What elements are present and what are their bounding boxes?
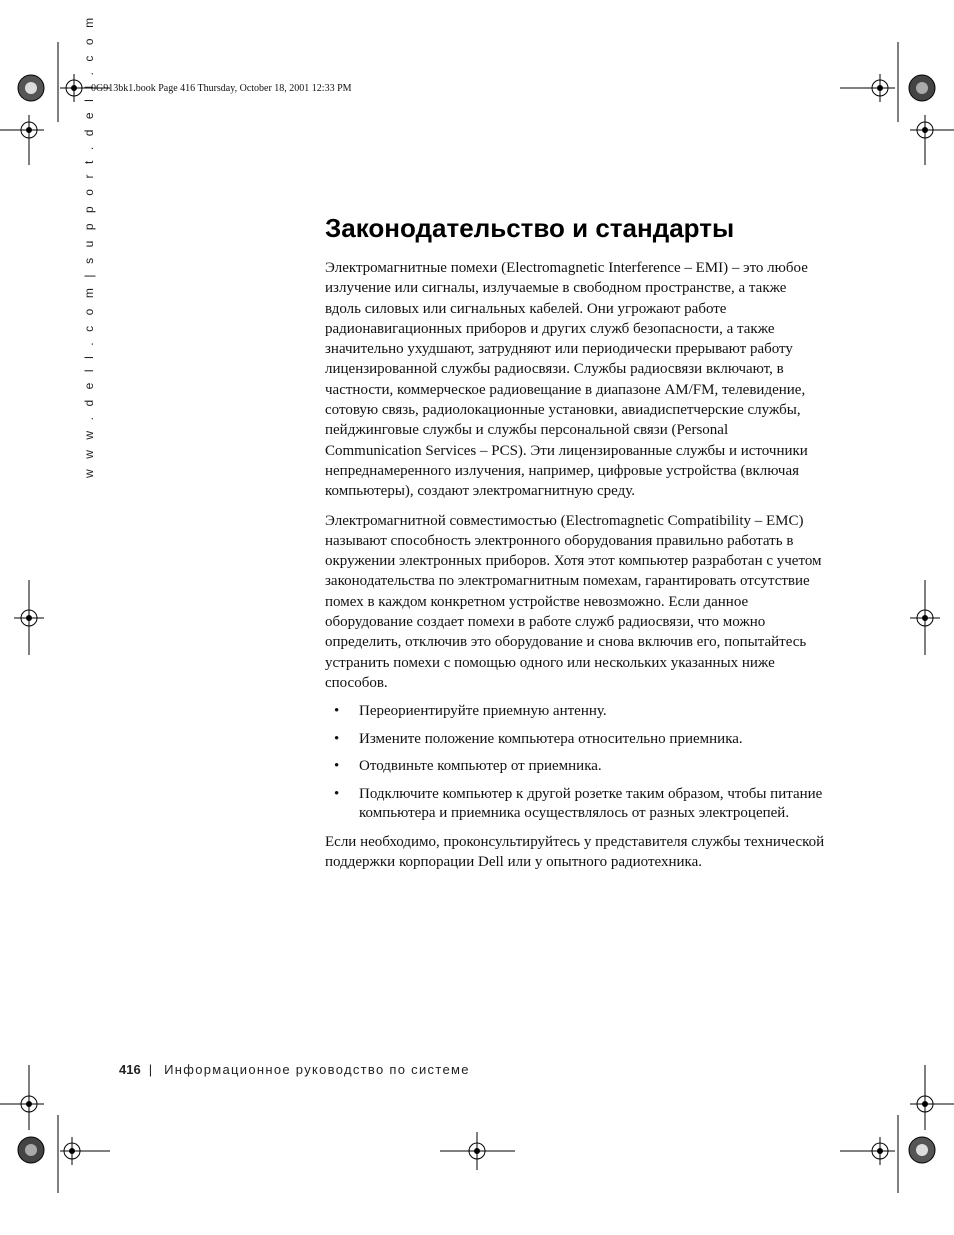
print-header: 0G913bk1.book Page 416 Thursday, October 18, 2001 12:33 PM [91,83,352,94]
bullet-icon: • [334,785,340,802]
bullet-icon: • [334,703,340,720]
paragraph-closing: Если необходимо, проконсультируйтесь у представителя службы технической поддержки корпорации Dell или у опытного радиотехника. [325,833,825,871]
page-number: 416 [119,1062,141,1077]
bullet-icon: • [334,730,340,747]
page-footer [119,1062,470,1077]
body-text [325,258,825,881]
bullet-icon: • [334,758,340,775]
list-item [325,757,825,777]
list-item-text: Измените положение компьютера относительно приемника. [359,730,743,747]
footer-separator: | [148,1062,153,1077]
book-title: Информационное руководство по системе [164,1062,470,1077]
list-item-text: Отодвиньте компьютер от приемника. [359,758,602,775]
list-item [325,702,825,722]
side-url: w w w . d e l l . c o m | s u p p o r t . d e l l . c o m [82,14,96,478]
list-item-text: Подключите компьютер к другой розетке таким образом, чтобы питание компьютера и приемника осуществлялось от разных электроцепей. [359,785,823,822]
list-item [325,730,825,750]
paragraph-emi: Электромагнитные помехи (Electromagnetic Interference – EMI) – это любое излучение или сигналы, излучаемые в свободном пространстве, а также вдоль силовых или сигнальных кабелей. Они угрожают работе радионавигационных приборов и других служб безопасности, а также значительно ухудшают, затрудняют или периодически прерывают работу лицензированной службы радиосвязи. Службы радиосвязи включают, в частности, коммерческое радиовещание в диапазоне AM/FM, телевидение, сотовую связь, радиолокационные установки, авиадиспетчерские службы, пейджинговые службы и службы персональной связи (Personal Communication Services – PCS). Эти лицензированные службы и источники непреднамеренного излучения, например, цифровые устройства (включая компьютеры), создают электромагнитную среду. [325,260,808,500]
list-item-text: Переориентируйте приемную антенну. [359,703,607,720]
page-title: Законодательство и стандарты [325,213,735,243]
remedy-list [325,702,825,824]
paragraph-emc: Электромагнитной совместимостью (Electromagnetic Compatibility – EMC) называют способность электронного оборудования правильно работать в окружении электронных приборов. Хотя этот компьютер разработан с учетом законодательства по электромагнитным помехам, гарантировать отсутствие помех в каждом конкретном устройстве невозможно. Если данное оборудование создает помехи в работе служб радиосвязи, что можно определить, отключив это оборудование и снова включив его, попытайтесь устранить помехи с помощью одного или нескольких указанных ниже способов. [325,512,822,691]
list-item [325,785,825,824]
